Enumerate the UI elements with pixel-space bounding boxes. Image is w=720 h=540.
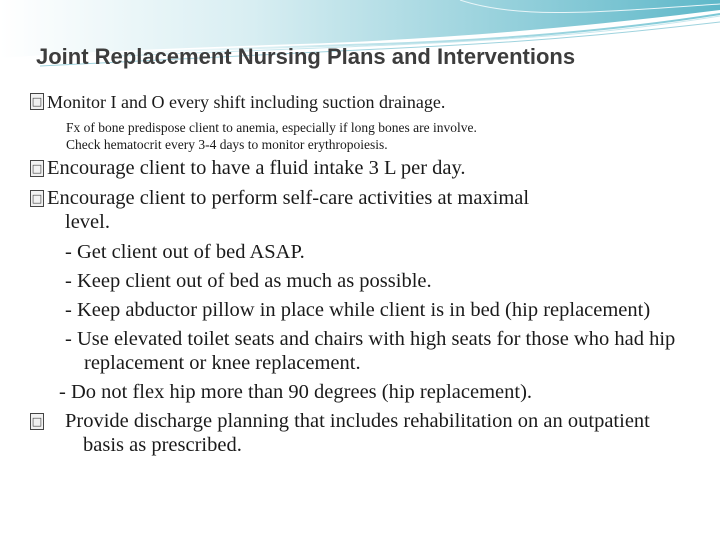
sub-item [65,269,690,293]
sub-item-text: - Keep abductor pillow in place while client is in bed (hip replacement) [65,299,651,321]
sub-item [65,298,690,322]
sub-item-text: - Get client out of bed ASAP. [65,241,305,263]
note-line: Check hematocrit every 3-4 days to monitor erythropoiesis. [66,137,388,152]
note-line: Fx of bone predispose client to anemia, especially if long bones are involve. [66,120,477,135]
checkbox-bullet-icon: □ [31,95,43,108]
checkbox-bullet-icon: □ [31,415,43,428]
bullet-item [30,90,690,114]
bullet-item [30,409,690,457]
sub-item-text: - Do not flex hip more than 90 degrees (hip replacement). [59,381,533,403]
bullet-text: Provide discharge planning that includes rehabilitation on an outpatient basis as prescribed. [65,410,650,456]
sub-item [59,380,690,404]
slide-title: Joint Replacement Nursing Plans and Interventions [36,44,576,69]
bullet-item [30,156,690,180]
sub-item [65,240,690,264]
sub-item [65,327,690,375]
bullet-text: Encourage client to perform self-care activities at maximal [47,187,530,209]
sub-item-text: - Use elevated toilet seats and chairs with high seats for those who had hip replacement or knee replacement. [65,328,676,374]
bullet-text-continuation: level. [65,211,110,233]
checkbox-bullet-icon: □ [31,192,43,205]
checkbox-bullet-icon: □ [31,162,43,175]
sub-item-text: - Keep client out of bed as much as possible. [65,270,432,292]
bullet-text: Encourage client to have a fluid intake 3 L per day. [47,157,466,179]
bullet-text: Monitor I and O every shift including suction drainage. [47,92,446,112]
bullet-item [30,186,690,234]
bullet-list [30,90,690,457]
